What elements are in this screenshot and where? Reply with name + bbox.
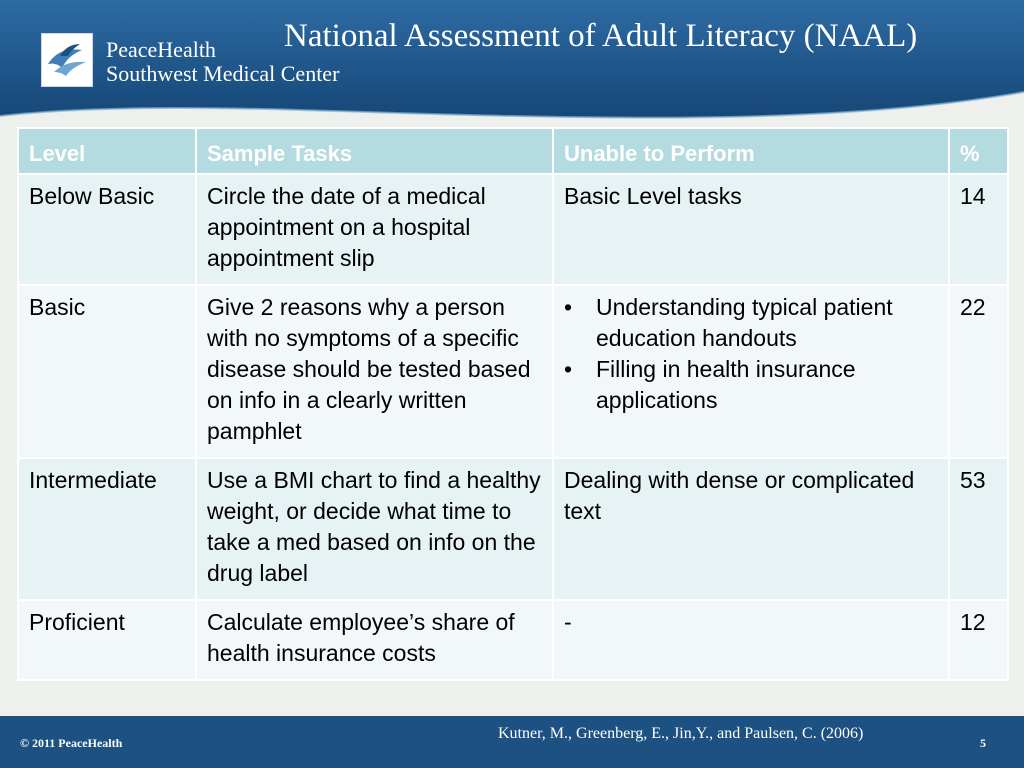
slide-footer bbox=[0, 716, 1024, 768]
naal-table bbox=[17, 127, 1009, 681]
cell-unable: Basic Level tasks bbox=[553, 174, 949, 285]
logo-line-1: PeaceHealth bbox=[106, 37, 216, 62]
cell-level: Basic bbox=[18, 285, 196, 458]
slide-header bbox=[0, 0, 1024, 140]
cell-percent: 53 bbox=[949, 458, 1008, 600]
table-row bbox=[18, 600, 1008, 680]
page-number: 5 bbox=[980, 736, 986, 750]
table-row bbox=[18, 174, 1008, 285]
table-header-row bbox=[18, 128, 1008, 174]
cell-unable: Dealing with dense or complicated text bbox=[553, 458, 949, 600]
header-percent: % bbox=[949, 128, 1008, 174]
table-row bbox=[18, 458, 1008, 600]
cell-percent: 22 bbox=[949, 285, 1008, 458]
citation-text: Kutner, M., Greenberg, E., Jin,Y., and Paulsen, C. (2006) bbox=[498, 725, 864, 742]
header-sample-tasks: Sample Tasks bbox=[196, 128, 553, 174]
cell-percent: 12 bbox=[949, 600, 1008, 680]
cell-sample-task: Calculate employee’s share of health insurance costs bbox=[196, 600, 553, 680]
cell-level: Intermediate bbox=[18, 458, 196, 600]
slide-title: National Assessment of Adult Literacy (NAAL) bbox=[284, 18, 918, 54]
header-level: Level bbox=[18, 128, 196, 174]
header-unable-to-perform: Unable to Perform bbox=[553, 128, 949, 174]
cell-sample-task: Give 2 reasons why a person with no symptoms of a specific disease should be tested based on info in a clearly written pamphlet bbox=[196, 285, 553, 458]
cell-unable bbox=[553, 285, 949, 458]
peacehealth-logo bbox=[41, 33, 93, 87]
logo-line-2: Southwest Medical Center bbox=[106, 61, 340, 86]
copyright-text: © 2011 PeaceHealth bbox=[20, 736, 123, 750]
dove-icon bbox=[42, 34, 92, 86]
cell-sample-task: Use a BMI chart to find a healthy weight, or decide what time to take a med based on info on the drug label bbox=[196, 458, 553, 600]
cell-unable: - bbox=[553, 600, 949, 680]
cell-percent: 14 bbox=[949, 174, 1008, 285]
cell-level: Proficient bbox=[18, 600, 196, 680]
unable-bullet-list bbox=[564, 292, 938, 416]
table-row bbox=[18, 285, 1008, 458]
bullet-item: • Understanding typical patient education handouts bbox=[564, 292, 938, 354]
bullet-item: • Filling in health insurance applications bbox=[564, 354, 938, 416]
cell-sample-task: Circle the date of a medical appointment on a hospital appointment slip bbox=[196, 174, 553, 285]
cell-level: Below Basic bbox=[18, 174, 196, 285]
